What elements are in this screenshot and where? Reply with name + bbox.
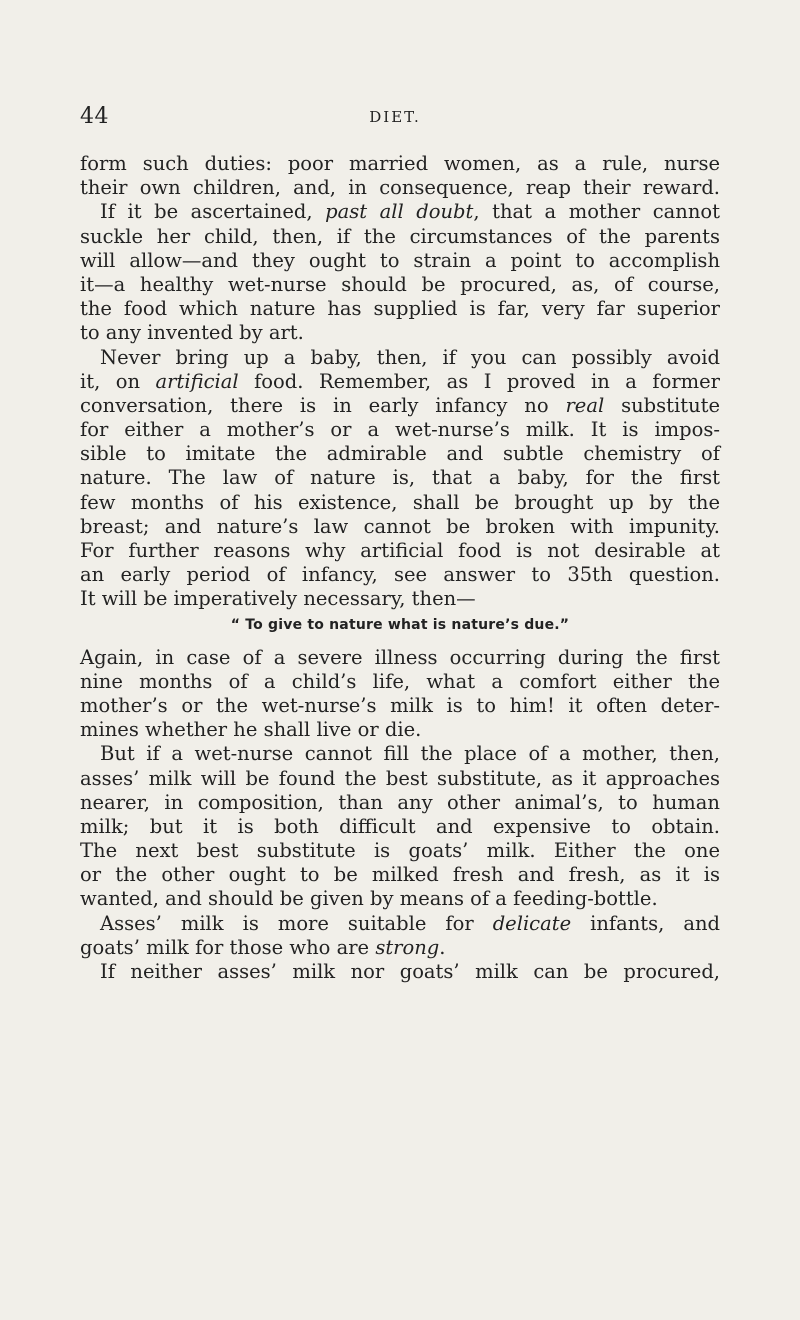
text-run: infants, and	[571, 911, 720, 935]
page-number: 44	[80, 104, 109, 129]
text-run: , that a mother cannot	[473, 200, 720, 224]
italic-phrase: past all doubt	[325, 200, 474, 224]
text-line: The next best substitute is goats’ milk. Either the one	[80, 839, 720, 863]
italic-word: delicate	[492, 911, 572, 935]
text-line: breast; and nature’s law cannot be broken with impunity.	[80, 514, 720, 538]
text-line	[80, 912, 720, 936]
text-line: But if a wet-nurse cannot fill the place of a mother, then,	[100, 742, 720, 766]
text-run: If it be ascertained,	[100, 200, 326, 224]
text-line: asses’ milk will be found the best substitute, as it approaches	[80, 766, 720, 790]
text-line: For further reasons why artificial food is not desirable at	[80, 539, 720, 562]
text-run: .	[439, 935, 446, 959]
page-header	[80, 104, 720, 132]
text-line: Again, in case of a severe illness occurring during the first	[80, 645, 720, 669]
text-line	[80, 394, 720, 418]
text-line: nearer, in composition, than any other animal’s, to human	[80, 790, 720, 814]
text-line: suckle her child, then, if the circumstances of the parents	[80, 224, 720, 248]
text-line: mines whether he shall live or die.	[80, 718, 422, 742]
text-line: to any invented by art.	[80, 321, 304, 345]
paragraph-4	[80, 742, 720, 911]
text-line: wanted, and should be given by means of a feeding-bottle.	[80, 887, 658, 911]
text-line: an early period of infancy, see answer to 35th question.	[80, 563, 720, 587]
text-line: mother’s or the wet-nurse’s milk is to him! it often deter-	[80, 693, 720, 717]
paragraph-2	[80, 346, 720, 612]
text-line: It will be imperatively necessary, then—	[80, 587, 476, 611]
text-run: food. Remember, as I proved in a former	[238, 369, 720, 393]
paragraph-1	[80, 152, 720, 346]
text-line: for either a mother’s or a wet-nurse’s milk. It is impos-	[80, 418, 720, 442]
text-line: few months of his existence, shall be brought up by the	[80, 490, 720, 514]
text-run: substitute	[604, 393, 720, 417]
page-body	[80, 152, 720, 984]
text-line: the food which nature has supplied is far, very far superior	[80, 297, 720, 321]
text-line: or the other ought to be milked fresh and fresh, as it is	[80, 863, 720, 887]
running-head: DIET.	[369, 108, 421, 126]
block-quote: “ To give to nature what is nature’s due.”	[230, 616, 570, 633]
italic-word: strong	[375, 935, 440, 959]
text-line	[80, 370, 720, 394]
text-line: If neither asses’ milk nor goats’ milk can be procured,	[100, 960, 720, 983]
text-line: sible to imitate the admirable and subtle chemistry of	[80, 442, 720, 466]
text-line	[80, 936, 720, 960]
paragraph-3	[80, 646, 720, 743]
text-line	[80, 200, 720, 224]
paragraph-6	[80, 960, 720, 984]
text-line: will allow—and they ought to strain a point to accomplish	[80, 248, 720, 272]
text-run: conversation, there is in early infancy no	[80, 393, 566, 417]
italic-word: real	[565, 393, 605, 417]
paragraph-5	[80, 912, 720, 960]
text-line: nature. The law of nature is, that a baby, for the first	[80, 466, 720, 490]
text-line: it—a healthy wet-nurse should be procured, as, of course,	[80, 272, 720, 296]
text-line: nine months of a child’s life, what a comfort either the	[80, 669, 720, 693]
text-run: goats’ milk for those who are	[80, 935, 376, 959]
text-run: Asses’ milk is more suitable for	[100, 911, 493, 935]
text-line: form such duties: poor married women, as a rule, nurse	[80, 152, 720, 175]
text-run: it, on	[80, 369, 156, 393]
text-line: Never bring up a baby, then, if you can possibly avoid	[100, 345, 720, 369]
text-line: milk; but it is both difficult and expensive to obtain.	[80, 814, 720, 838]
text-line: their own children, and, in consequence, reap their reward.	[80, 176, 720, 200]
italic-word: artificial	[155, 369, 239, 393]
